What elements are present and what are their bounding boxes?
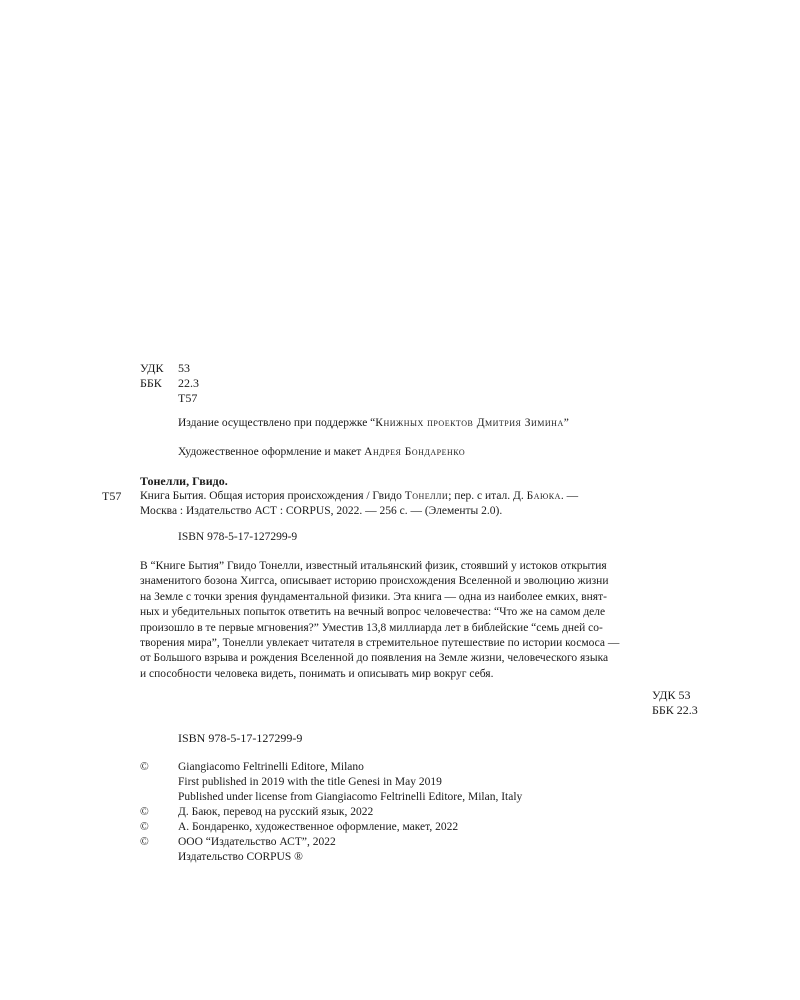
support-note-suffix: ” [563,417,569,429]
catalog-mark: Т57 [102,489,122,503]
annotation-line: знаменитого бозона Хиггса, описывает историю происхождения Вселенной и эволюцию жизни [140,575,609,588]
catalog-title: Книга Бытия. Общая история происхождения / Гвидо [140,490,405,502]
catalog-line-2: Москва : Издательство АСТ : CORPUS, 2022. — 256 с. — (Элементы 2.0). [140,505,503,517]
catalog-translator: Баюка [526,490,561,502]
support-note-prefix: Издание осуществлено при поддержке “ [178,417,376,429]
design-note-designer: Андрея Бондаренко [364,446,466,458]
catalog-author-sc: Тонелли [404,490,449,502]
copyright-line: Издательство CORPUS ® [178,851,303,863]
annotation-line: и способности человека видеть, понимать и описывать мир вокруг себя. [140,667,494,680]
bbk-value: 22.3 [178,376,199,390]
catalog-translation: ; пер. с итал. Д. [448,490,527,502]
annotation [140,559,712,682]
copyright-line: Д. Баюк, перевод на русский язык, 2022 [178,806,374,818]
bbk-label: ББК [140,376,162,390]
bottom-isbn: ISBN 978-5-17-127299-9 [178,731,303,745]
copyright-mark: © [140,821,149,833]
catalog-isbn: ISBN 978-5-17-127299-9 [178,531,298,543]
copyright-line: ООО “Издательство АСТ”, 2022 [178,836,336,848]
annotation-line: от Большого взрыва и рождения Вселенной до появления на Земле жизни, человеческого языка [140,652,609,665]
annotation-line: В “Книге Бытия” Гвидо Тонелли, известный итальянский физик, стоявший у истоков открытия [140,560,607,572]
copyright-line: First published in 2019 with the title Genesi in May 2019 [178,776,442,788]
index-udk: УДК 53 [652,688,691,702]
copyright-line: А. Бондаренко, художественное оформление, макет, 2022 [178,821,459,833]
support-note [178,416,569,431]
udk-label: УДК [140,361,164,375]
annotation-line: творения мира”, Тонелли увлекает читателя в стремительное путешествие по истории космоса — [140,637,620,650]
author-mark: Т57 [178,391,198,405]
udk-value: 53 [178,361,190,375]
copyright-mark: © [140,806,149,818]
catalog-line-1 [140,489,578,504]
support-note-project: Книжных проектов Дмитрия Зимина [375,417,564,429]
design-note-prefix: Художественное оформление и макет [178,446,365,458]
copyright-line: Published under license from Giangiacomo Feltrinelli Editore, Milan, Italy [178,791,523,803]
annotation-line: ных и убедительных попыток ответить на вечный вопрос человечества: “Что же на самом деле [140,606,606,619]
copyright-mark: © [140,761,149,773]
catalog-author: Тонелли, Гвидо. [140,474,228,488]
annotation-line: на Земле с точки зрения фундаментальной физики. Эта книга — одна из наиболее емких, внят- [140,590,607,603]
annotation-line: произошло в те первые мгновения?” Уместив 13,8 миллиарда лет в библейские “семь дней со- [140,621,603,634]
copyright-line: Giangiacomo Feltrinelli Editore, Milano [178,761,364,773]
design-note [178,445,465,460]
catalog-dash: . — [560,490,579,502]
index-bbk: ББК 22.3 [652,703,698,717]
copyright-mark: © [140,836,149,848]
